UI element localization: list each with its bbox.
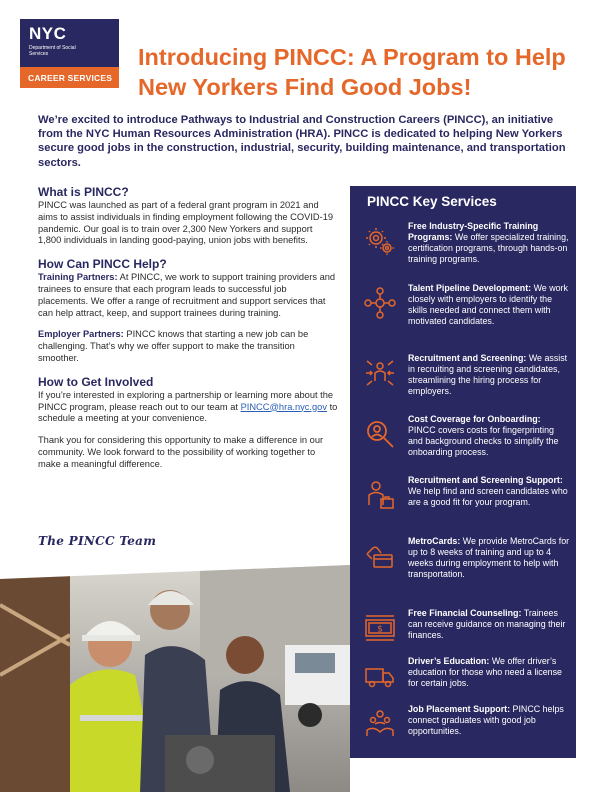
service-text [408,221,570,265]
metrocard-icon [364,540,396,572]
logo-unit: CAREER SERVICES [28,73,113,83]
service-label: Job Placement Support: [408,704,511,714]
service-body: We provide MetroCards for up to 8 weeks of training and up to 4 weeks during employment to help with transportation. [408,536,570,579]
service-text [408,283,570,327]
involved-body-after: to schedule a meeting at your convenience. [38,401,338,424]
service-item [358,221,570,283]
service-item [358,283,570,345]
what-heading: What is PINCC? [38,185,129,199]
help-heading: How Can PINCC Help? [38,257,167,272]
truck-icon [364,660,396,692]
service-body: We offer specialized training, certification programs, through hands-on training programs. [408,231,569,264]
key-services-title: PINCC Key Services [367,194,497,209]
logo-unit-bar [20,67,119,88]
service-text [408,475,570,508]
logo-department: Department of Social Services [29,45,76,57]
what-section [38,185,338,247]
service-text [408,608,570,641]
signature: The PINCC Team [38,534,157,548]
service-item [358,475,570,537]
network-icon [364,287,396,319]
service-text [408,353,570,397]
key-services-panel [350,186,576,758]
involved-paragraph [38,390,338,425]
service-item [358,704,570,766]
person-arrows-icon [364,357,396,389]
involved-section [38,375,338,471]
employer-partners-paragraph [38,329,338,364]
service-body: We assist in recruiting and screening candidates, streamlining the hiring process for employers. [408,353,568,396]
page-title: Introducing PINCC: A Program to Help New Yorkers Find Good Jobs! [138,44,566,100]
employer-body: PINCC knows that starting a new job can be challenging. That’s why we offer support to make the transition smoother. [38,329,309,363]
training-label: Training Partners: [38,272,118,283]
service-label: Recruitment and Screening: [408,353,527,363]
service-text [408,414,570,458]
intro-paragraph: We’re excited to introduce Pathways to Industrial and Construction Careers (PINCC), an initiative from the NYC Human Resources Administration (HRA). PINCC is dedicated to helping New Yorkers secure good jobs in the construction, industrial, security, building maintenance, and transportation sectors. [38,114,566,169]
placement-icon [364,708,396,740]
service-item [358,353,570,415]
help-section [38,257,338,365]
thanks-paragraph: Thank you for considering this opportunity to make a difference in our community. We look forward to the possibility of working together to make a meaningful difference. [38,435,324,469]
gears-icon [364,225,396,257]
service-body: We offer driver’s education for those who need a license for certain jobs. [408,656,562,688]
service-body: We help find and screen candidates who are a good fit for your program. [408,485,568,507]
left-column [38,185,338,481]
logo-brand: NYC [29,24,67,43]
service-item [358,536,570,598]
contact-email-link[interactable]: PINCC@hra.nyc.gov [240,401,327,412]
what-body: PINCC was launched as part of a federal grant program in 2021 and aims to assist individuals in finding employment following the COVID-19 pandemic. Our goal is to train over 2,300 New Yorkers and support 1,800 individuals in landing good-paying, union jobs with benefits. [38,200,334,246]
service-text [408,656,570,689]
service-label: Talent Pipeline Development: [408,283,532,293]
service-body: PINCC helps connect graduates with good job opportunities. [408,704,564,736]
training-partners-paragraph [38,272,338,319]
service-label: Free Financial Counseling: [408,608,522,618]
service-body: PINCC covers costs for fingerprinting and background checks to simplify the onboarding process. [408,424,559,457]
service-item [358,414,570,476]
workers-photo-illustration [0,565,350,792]
service-label: Driver’s Education: [408,656,490,666]
service-label: Free Industry-Specific Training Programs: [408,221,539,242]
involved-body-before: If you’re interested in exploring a partnership or learning more about the PINCC program, please reach out to our team at [38,389,334,412]
involved-heading: How to Get Involved [38,374,154,389]
workers-photo [0,565,350,792]
service-text [408,704,570,737]
logo-navy-block [20,19,119,67]
service-label: Cost Coverage for Onboarding: [408,414,541,424]
svg-text:$: $ [377,624,383,635]
magnifier-icon [364,418,396,450]
service-label: Recruitment and Screening Support: [408,475,563,485]
service-label: MetroCards: [408,536,461,546]
service-body: We work closely with employers to identify the skills needed and connect them with motivated candidates. [408,283,568,326]
money-icon [364,612,396,644]
candidate-icon [364,479,396,511]
employer-label: Employer Partners: [38,329,124,340]
nyc-dss-logo [20,19,119,88]
service-body: Trainees can receive guidance on managing their finances. [408,608,566,640]
training-body: At PINCC, we work to support training providers and trainees to ensure that each program leads to successful job placements. We offer a range of recruitment and support services that can help attract, keep, and support trainees during training. [38,272,336,318]
service-text [408,536,570,580]
